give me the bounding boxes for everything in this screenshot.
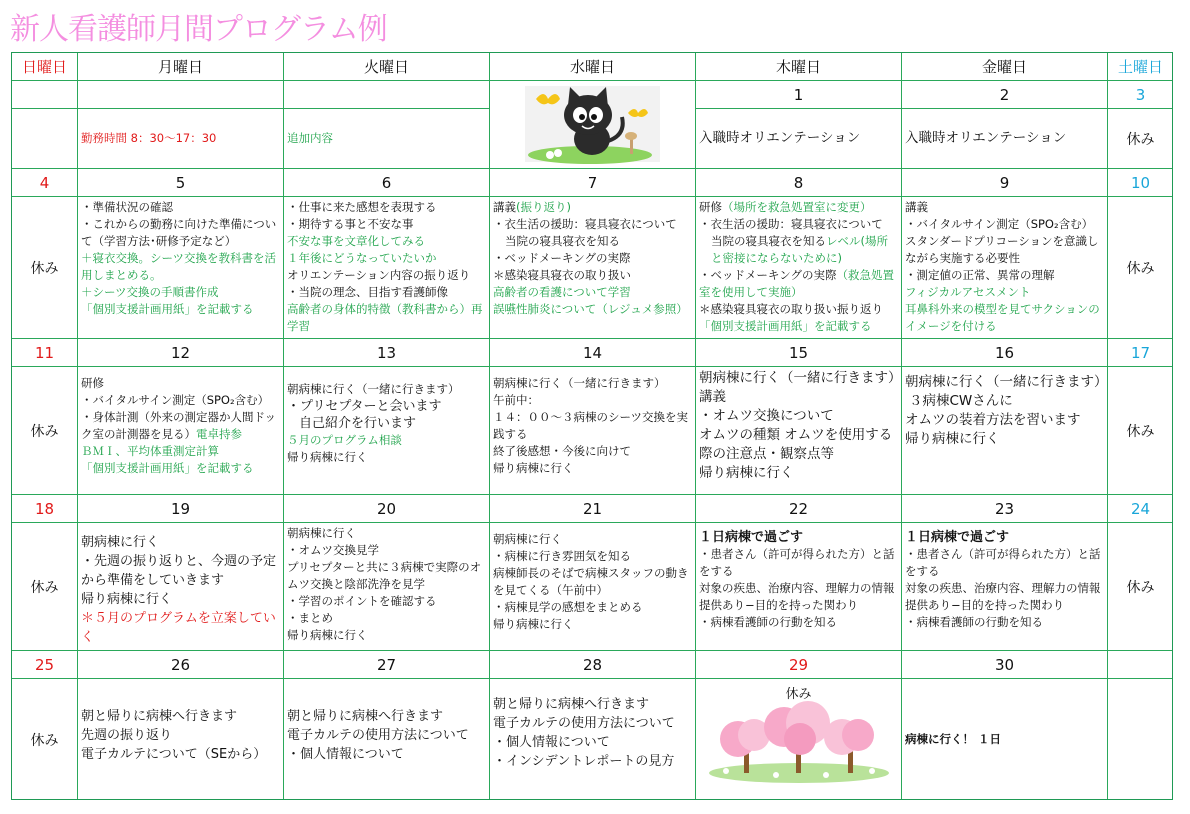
item: 帰り病棟に行く: [905, 431, 1000, 447]
orientation-text: 入職時オリエンテーション: [699, 130, 861, 146]
day-content-22: [696, 523, 902, 651]
day-content-13: [284, 367, 490, 495]
holiday-label: 休み: [1108, 109, 1173, 169]
day-content: [12, 109, 78, 169]
day-content-21: [490, 523, 696, 651]
day-number: 1: [696, 81, 902, 109]
item: スタンダードプリコーションを意識しながら実施する必要性: [905, 234, 1099, 265]
day-number: 21: [490, 495, 696, 523]
header-tuesday: 火曜日: [284, 53, 490, 81]
day-number: 28: [490, 651, 696, 679]
item: ＋寝衣交換。シーツ交換を教科書を活用しまとめる。: [81, 251, 277, 282]
day-number: 22: [696, 495, 902, 523]
item: ・病棟看護師の行動を知る: [699, 615, 837, 629]
item: 誤嚥性肺炎について（レジュメ参照）: [493, 302, 688, 316]
item: 「個別支援計画用紙」を記載する: [699, 319, 872, 333]
day-number: 8: [696, 169, 902, 197]
holiday-label: 休み: [1108, 523, 1173, 651]
item: 午前中：: [493, 393, 539, 407]
item: 講義: [699, 389, 726, 405]
item: ・身体計測（外来の測定器か人間ドック室の計測器を見る）: [81, 410, 277, 441]
item: 電子カルテの使用方法について: [287, 728, 469, 743]
day-content-fri: [902, 109, 1108, 169]
day-number-saturday: 17: [1108, 339, 1173, 367]
item: 帰り病棟に行く: [287, 450, 368, 464]
item: 研修: [699, 200, 722, 214]
holiday-label: 休み: [12, 367, 78, 495]
item-note: （救急処置室を使用して実施）: [699, 268, 895, 299]
item: １年後にどうなっていたいか: [287, 251, 437, 265]
item: ＊５月のプログラムを立案していく: [81, 611, 276, 645]
day-number-saturday: 10: [1108, 169, 1173, 197]
day-number: 26: [78, 651, 284, 679]
item: 当院の寝具寝衣を知る: [711, 234, 826, 248]
day-number: [1108, 651, 1173, 679]
item: １４：００〜３病棟のシーツ交換を実践する: [493, 410, 689, 441]
item: ・個人情報について: [287, 747, 404, 762]
header-thursday: 木曜日: [696, 53, 902, 81]
day-content-7: [490, 197, 696, 339]
item: 研修: [81, 376, 104, 390]
item: ・測定値の正常、異常の理解: [905, 268, 1055, 282]
item: オムツの装着方法を習います: [905, 412, 1081, 428]
item: ・まとめ: [287, 611, 333, 625]
cat-illustration: [490, 81, 696, 169]
item: 「個別支援計画用紙」を記載する: [81, 461, 254, 475]
item: ・当院の理念、目指す看護師像: [287, 285, 448, 299]
day-number: 23: [902, 495, 1108, 523]
day-number: 20: [284, 495, 490, 523]
item: 朝と帰りに病棟へ行きます: [81, 709, 238, 724]
day-content-8: [696, 197, 902, 339]
day-number: 30: [902, 651, 1108, 679]
item: 終了後感想・今後に向けて: [493, 444, 631, 458]
item: 帰り病棟に行く: [699, 465, 794, 481]
item: 朝病棟に行く: [287, 526, 356, 540]
item: ＋シーツ交換の手順書作成: [81, 285, 219, 299]
item: プリセプターと共に３病棟で実際のオムツ交換と陰部洗浄を見学: [287, 560, 482, 591]
item: 自己紹介を行います: [299, 416, 417, 431]
holiday-label: 休み: [785, 687, 812, 702]
day-number: 19: [78, 495, 284, 523]
item: ・準備状況の確認: [81, 200, 173, 214]
item-note: (振り返り): [516, 200, 571, 214]
item: ・個人情報について: [493, 735, 610, 750]
item: 朝病棟に行く: [81, 535, 160, 550]
item: 帰り病棟に行く: [81, 592, 173, 607]
item: ・バイタルサイン測定（SPO₂含む）: [905, 217, 1094, 231]
day-number: 16: [902, 339, 1108, 367]
item: ・学習のポイントを確認する: [287, 594, 437, 608]
header-wednesday: 水曜日: [490, 53, 696, 81]
item: １日病棟で過ごす: [905, 530, 1010, 545]
item: 高齢者の看護について学習: [493, 285, 631, 299]
day-content-23: [902, 523, 1108, 651]
item: 帰り病棟に行く: [493, 461, 574, 475]
day-content-16: [902, 367, 1108, 495]
day-content-27: [284, 679, 490, 800]
item: 朝病棟に行く（一緒に行きます）: [287, 382, 460, 396]
item: 対象の疾患、治療内容、理解力の情報提供あり−目的を持った関わり: [905, 581, 1101, 612]
item: 講義: [493, 200, 516, 214]
day-number: 9: [902, 169, 1108, 197]
header-saturday: 土曜日: [1108, 53, 1173, 81]
item: ・ベッドメーキングの実際: [699, 268, 837, 282]
day-number: [12, 81, 78, 109]
holiday-label: 休み: [12, 197, 78, 339]
holiday-label: 休み: [12, 679, 78, 800]
item: 耳鼻科外来の模型を見てサクションのイメージを付ける: [905, 302, 1100, 333]
item: 対象の疾患、治療内容、理解力の情報提供あり−目的を持った関わり: [699, 581, 895, 612]
item: 「個別支援計画用紙」を記載する: [81, 302, 254, 316]
item: 当院の寝具寝衣を知る: [505, 234, 620, 248]
day-number: 7: [490, 169, 696, 197]
day-number: 27: [284, 651, 490, 679]
item-note: （場所を救急処置室に変更）: [722, 200, 872, 214]
item: ＢＭＩ、平均体重測定計算: [81, 444, 219, 458]
holiday-label: 休み: [1108, 197, 1173, 339]
day-number: 14: [490, 339, 696, 367]
item: ＊感染寝具寝衣の取り扱い振り返り: [699, 302, 883, 316]
holiday-label: 休み: [1108, 367, 1173, 495]
day-content-26: [78, 679, 284, 800]
header-sunday: 日曜日: [12, 53, 78, 81]
item: ・オムツ交換について: [699, 408, 834, 424]
item: ・バイタルサイン測定（SPO₂含む）: [81, 393, 270, 407]
day-number-sunday: 11: [12, 339, 78, 367]
item: 朝と帰りに病棟へ行きます: [493, 697, 650, 712]
day-number-sunday: 18: [12, 495, 78, 523]
cat-illustration-cell: [490, 81, 696, 169]
day-content-28: [490, 679, 696, 800]
day-content-15: [696, 367, 902, 495]
item: ・これからの勤務に向けた準備について（学習方法･研修予定など）: [81, 217, 277, 248]
item: フィジカルアセスメント: [905, 285, 1031, 299]
day-number-saturday: 24: [1108, 495, 1173, 523]
item: 高齢者の身体的特徴（教科書から）再学習: [287, 302, 483, 333]
day-content-5: [78, 197, 284, 339]
item: 病棟師長のそばで病棟スタッフの動きを見てくる（午前中）: [493, 566, 689, 597]
day-content-tue: [284, 109, 490, 169]
item: 電子カルテの使用方法について: [493, 716, 675, 731]
item: ＊感染寝具寝衣の取り扱い: [493, 268, 631, 282]
orientation-text: 入職時オリエンテーション: [905, 130, 1067, 146]
work-hours: 勤務時間 8：30〜17：30: [81, 131, 217, 145]
day-content-9: [902, 197, 1108, 339]
day-number-saturday: 3: [1108, 81, 1173, 109]
day-number-sunday: 4: [12, 169, 78, 197]
item: ・病棟見学の感想をまとめる: [493, 600, 643, 614]
day-content-14: [490, 367, 696, 495]
item: 朝病棟に行く（一緒に行きます）: [905, 374, 1108, 390]
item: 電子カルテについて（SEから）: [81, 747, 267, 762]
item: 病棟に行く！ １日: [905, 732, 1002, 746]
day-content-19: [78, 523, 284, 651]
item: 朝病棟に行く（一緒に行きます）: [699, 370, 902, 386]
day-number: 5: [78, 169, 284, 197]
item: ・仕事に来た感想を表現する: [287, 200, 437, 214]
day-number: 12: [78, 339, 284, 367]
day-content-thu: [696, 109, 902, 169]
item: 朝病棟に行く: [493, 532, 562, 546]
holiday-label: 休み: [12, 523, 78, 651]
day-content-6: [284, 197, 490, 339]
item: ・病棟に行き雰囲気を知る: [493, 549, 631, 563]
item: ・ベッドメーキングの実際: [493, 251, 631, 265]
day-content-29: [696, 679, 902, 800]
day-content-mon: [78, 109, 284, 169]
day-number: [78, 81, 284, 109]
item: １日病棟で過ごす: [699, 530, 804, 545]
header-monday: 月曜日: [78, 53, 284, 81]
day-number-holiday: 29: [696, 651, 902, 679]
item: ・患者さん（許可が得られた方）と話をする: [905, 547, 1101, 578]
item: オリエンテーション内容の振り返り: [287, 268, 471, 282]
item: ・期待する事と不安な事: [287, 217, 414, 231]
item: ・患者さん（許可が得られた方）と話をする: [699, 547, 895, 578]
item: 帰り病棟に行く: [287, 628, 368, 642]
item: 講義: [905, 200, 928, 214]
additional-note: 追加内容: [287, 131, 333, 145]
day-number: 2: [902, 81, 1108, 109]
item: ・衣生活の援助：寝具寝衣について: [699, 217, 883, 231]
item: オムツの種類 オムツを使用する際の注意点・観察点等: [699, 427, 893, 462]
day-content-20: [284, 523, 490, 651]
empty-cell: [1108, 679, 1173, 800]
day-number: 6: [284, 169, 490, 197]
item: ・オムツ交換見学: [287, 543, 379, 557]
item: ・プリセプターと会います: [287, 399, 442, 414]
item: ・インシデントレポートの見方: [493, 754, 675, 769]
day-content-30: [902, 679, 1108, 800]
day-number: 15: [696, 339, 902, 367]
item-note: レベル(場所と密接にならないために): [711, 234, 888, 265]
calendar-grid: [11, 52, 1173, 800]
item: 朝と帰りに病棟へ行きます: [287, 709, 444, 724]
item: 先週の振り返り: [81, 728, 173, 743]
item: 不安な事を文章化してみる: [287, 234, 425, 248]
item: 帰り病棟に行く: [493, 617, 574, 631]
day-number: [284, 81, 490, 109]
item-note: 電卓持参: [196, 427, 242, 441]
item: ５月のプログラム相談: [287, 433, 402, 447]
header-friday: 金曜日: [902, 53, 1108, 81]
item: ・先週の振り返りと、今週の予定から準備をしていきます: [81, 554, 277, 588]
day-number: 13: [284, 339, 490, 367]
day-number-sunday: 25: [12, 651, 78, 679]
item: ３病棟CWさんに: [909, 393, 1013, 409]
day-content-12: [78, 367, 284, 495]
item: ・衣生活の援助：寝具寝衣について: [493, 217, 677, 231]
item: ・病棟看護師の行動を知る: [905, 615, 1043, 629]
item: 朝病棟に行く（一緒に行きます）: [493, 376, 666, 390]
page-title: 新人看護師月間プログラム例: [10, 12, 387, 47]
